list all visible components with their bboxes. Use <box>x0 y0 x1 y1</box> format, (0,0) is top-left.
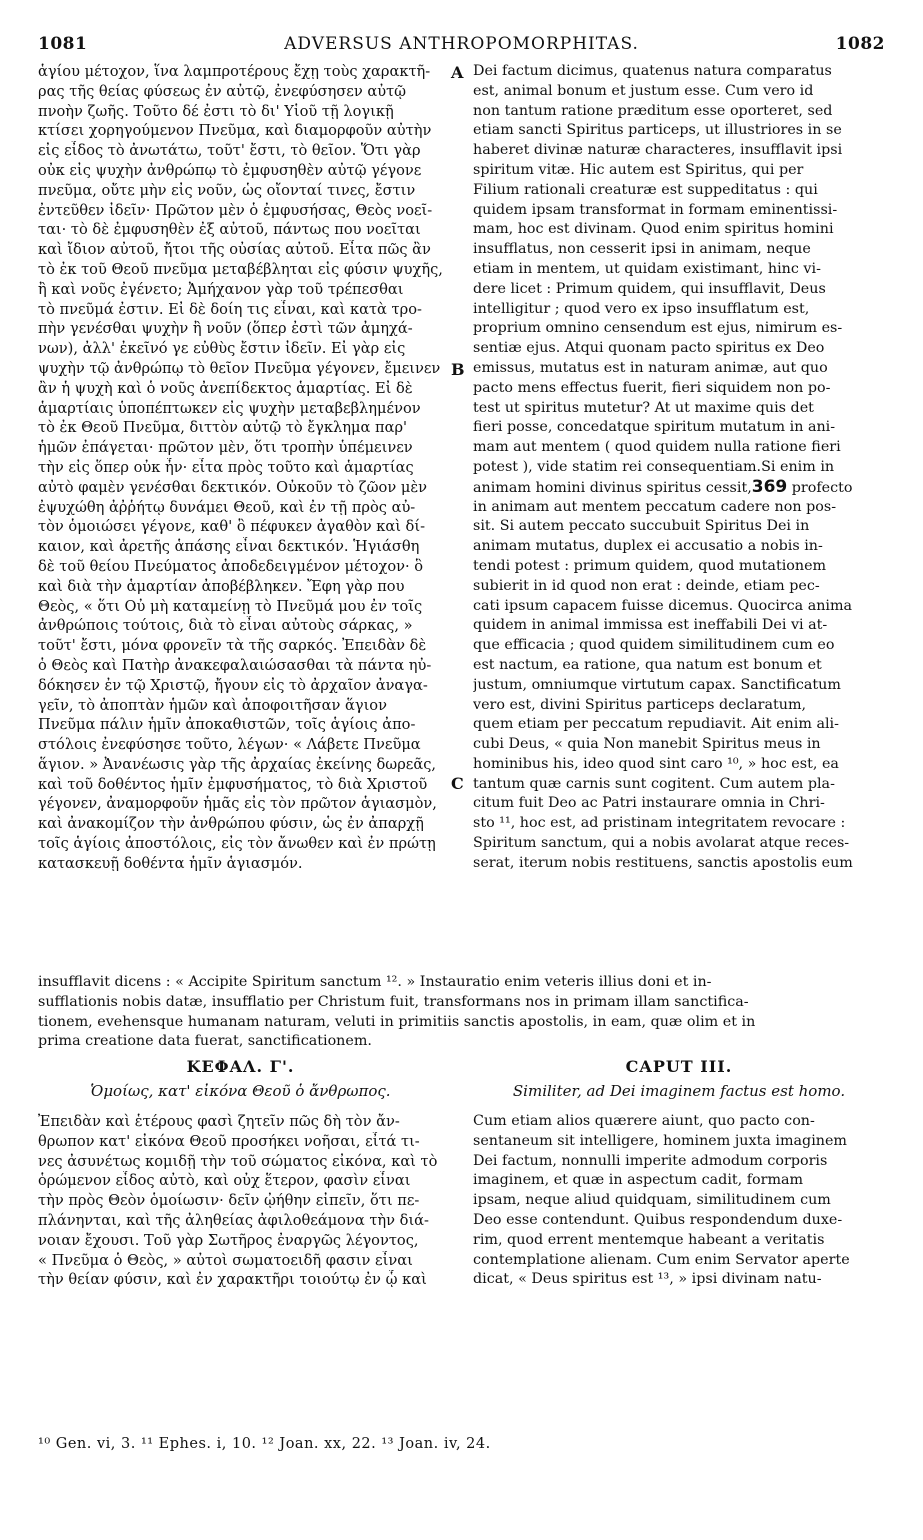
greek-text-line: γεῖν, τὸ ἀποπτὰν ἡμῶν καὶ ἀποφοιτῆσαν ἅγιον <box>38 696 387 714</box>
latin-text-line: contemplatione alienam. Cum enim Servator aperte <box>473 1251 850 1268</box>
latin-text-line: imaginem, et quæ in aspectum cadit, formam <box>473 1172 804 1189</box>
latin-text-line: dicat, « Deus spiritus est ¹³, » ipsi divinam natu- <box>473 1271 822 1288</box>
greek-text-line: πλάνηνται, καὶ τῆς ἀληθείας ἀφιλοθεάμονα τὴν διά- <box>38 1211 429 1229</box>
greek-text-line: οὐκ εἰς ψυχὴν ἀνθρώπῳ τὸ ἐμφυσηθὲν αὐτῷ γέγονε <box>38 161 422 179</box>
running-title: ADVERSUS ANTHROPOMORPHITAS. <box>284 34 639 54</box>
greek-text-line: ται· τὸ δὲ ἐμφυσηθὲν ἐξ αὐτοῦ, πάντως που νοεῖται <box>38 221 421 239</box>
latin-text-line: tionem, evehensque humanam naturam, veluti in primitiis sanctis apostolis, in eam, quæ olim et in <box>38 1013 756 1030</box>
text-run: profecto <box>787 479 853 496</box>
latin-text-line: intelligitur ; quod vero ex ipso insufflatum est, <box>473 300 810 317</box>
latin-text-line: subierit in id quod non erat : deinde, etiam pec- <box>473 577 820 594</box>
latin-text-line: prima creatione data fuerat, sanctificationem. <box>38 1033 372 1050</box>
latin-text-line: quidem in animal immissa est ineffabili Dei vi at- <box>473 617 828 634</box>
greek-text-line: ἂν ἡ ψυχὴ καὶ ὁ νοῦς ἀνεπίδεκτος ἁμαρτίας. Εἰ δὲ <box>38 379 413 397</box>
latin-text-line: est nactum, ea ratione, qua natum est bonum et <box>473 656 822 673</box>
latin-text-line: sto ¹¹, hoc est, ad pristinam integritatem revocare : <box>473 815 846 832</box>
greek-text-line: ἡμῶν ἐπάγεται· πρῶτον μὲν, ὅτι τροπὴν ὑπέμεινεν <box>38 439 413 457</box>
greek-text-line: κατασκευῇ δοθέντα ἡμῖν ἁγιασμόν. <box>38 854 303 872</box>
margin-letter-c: C <box>451 774 464 793</box>
latin-text-line: ipsam, neque aliud quidquam, similitudinem cum <box>473 1192 831 1209</box>
latin-text-line: Dei factum dicimus, quatenus natura comparatus <box>473 63 832 79</box>
latin-chapter-subtitle: Similiter, ad Dei imaginem factus est homo. <box>512 1082 846 1100</box>
page-number-right: 1082 <box>835 34 885 54</box>
latin-text-line: emissus, mutatus est in naturam animæ, aut quo <box>473 359 828 376</box>
latin-text-line: animam mutatus, duplex ei accusatio a nobis in- <box>473 538 823 555</box>
greek-text-line: νοιαν ἔχουσι. Τοῦ γὰρ Σωτῆρος ἐναργῶς λέγοντος, <box>38 1231 419 1249</box>
latin-text-line: etiam sancti Spiritus particeps, ut illustriores in se <box>473 122 842 139</box>
greek-chapter-heading: ΚΕΦΑΛ. Γ'. <box>186 1057 295 1076</box>
greek-column-bottom <box>38 1112 443 1290</box>
greek-text-line: καὶ ἀνακομίζον τὴν ἀνθρώπου φύσιν, ὡς ἐν ἀπαρχῇ <box>38 815 424 833</box>
latin-text-line: fieri posse, concedatque spiritum mutatum in ani- <box>473 419 836 436</box>
latin-text-line: tendi potest : primum quidem, quod mutationem <box>473 557 827 574</box>
latin-text-line: Filium rationali creaturæ est suppeditatus : qui <box>473 181 818 198</box>
latin-text-line: potest ), vide statim rei consequentiam.Si enim in <box>473 458 835 475</box>
latin-text-line: sit. Si autem peccato succubuit Spiritus Dei in <box>473 518 810 535</box>
greek-text-line: ἀνθρώποις τούτοις, διὰ τὸ εἶναι αὐτοὺς σάρκας, » <box>38 617 413 635</box>
greek-text-line: ψυχὴν τῷ ἀνθρώπῳ τὸ θεῖον Πνεῦμα γέγονεν, ἔμεινεν <box>38 359 441 377</box>
latin-text-line: cati ipsum capacem fuisse dicemus. Quocirca anima <box>473 597 853 614</box>
greek-text-line: ἢ καὶ νοῦς ἐγένετο; Ἀμήχανον γὰρ τοῦ τρέπεσθαι <box>38 280 404 298</box>
latin-text-line: dere licet : Primum quidem, qui insufflavit, Deus <box>473 280 826 297</box>
greek-text-line: γέγονεν, ἀναμορφοῦν ἡμᾶς εἰς τὸν πρῶτον ἁγιασμὸν, <box>38 795 437 813</box>
greek-text-line: τὸ ἐκ τοῦ Θεοῦ πνεῦμα μεταβέβληται εἰς φύσιν ψυχῆς, <box>38 260 443 278</box>
page-number-left: 1081 <box>38 34 88 54</box>
greek-text-line: δὲ τοῦ θείου Πνεύματος ἀποδεδειγμένον μέτοχον· ὃ <box>38 557 424 575</box>
text-run: animam homini divinus spiritus cessit, <box>473 479 752 496</box>
greek-column-top <box>38 62 443 874</box>
latin-text-line: citum fuit Deo ac Patri instaurare omnia in Chri- <box>473 795 825 812</box>
latin-text-line: tantum quæ carnis sunt cogitent. Cum autem pla- <box>473 775 835 792</box>
latin-text-line: vero est, divini Spiritus particeps declaratum, <box>473 696 807 713</box>
greek-text-line: ρας τῆς θείας φύσεως ἐν αὐτῷ, ἐνεφύσησεν αὐτῷ <box>38 82 407 100</box>
latin-text-line: in animam aut mentem peccatum cadere non pos- <box>473 498 837 515</box>
latin-text-line: est, animal bonum et justum esse. Cum vero id <box>473 82 814 99</box>
full-width-paragraph <box>38 973 888 1052</box>
column-number-marker: 369 <box>751 477 788 497</box>
greek-text-line: τὸ πνεῦμά ἐστιν. Εἰ δὲ δοίη τις εἶναι, καὶ κατὰ τρο- <box>38 300 422 318</box>
greek-text-line: ὁρώμενον εἶδος αὐτὸ, καὶ οὐχ ἕτερον, φασὶν εἶναι <box>38 1172 411 1190</box>
latin-text-line: insufflavit dicens : « Accipite Spiritum sanctum ¹². » Instauratio enim veteris illius doni et in- <box>38 974 712 990</box>
latin-text-line: pacto mens effectus fuerit, fieri siquidem non po- <box>473 379 831 396</box>
latin-text-line: haberet divinæ naturæ characteres, insufflavit ipsi <box>473 142 843 159</box>
greek-text-line: τοῖς ἁγίοις ἀποστόλοις, εἰς τὸν ἄνωθεν καὶ ἐν πρώτῃ <box>38 835 436 853</box>
greek-text-line: Πνεῦμα πάλιν ἡμῖν ἀποκαθιστῶν, τοῖς ἁγίοις ἀπο- <box>38 716 416 734</box>
latin-text-line: test ut spiritus mutetur? At ut maxime quis det <box>473 399 814 416</box>
greek-text-line: τὴν θείαν φύσιν, καὶ ἐν χαρακτῆρι τοιούτῳ ἐν ᾧ καὶ <box>38 1271 427 1289</box>
latin-text-line: sufflationis nobis datæ, insufflatio per Christum fuit, transformans nos in primam illam sanctifica- <box>38 993 749 1010</box>
latin-text-line: Spiritum sanctum, qui a nobis avolarat atque reces- <box>473 835 850 852</box>
greek-text-line: « Πνεῦμα ὁ Θεὸς, » αὐτοὶ σωματοειδῆ φασιν εἶναι <box>38 1251 413 1269</box>
latin-text-line: quidem ipsam transformat in formam eminentissi- <box>473 201 838 218</box>
latin-text-line: Cum etiam alios quærere aiunt, quo pacto con- <box>473 1113 815 1129</box>
greek-text-line: καὶ ἴδιον αὐτοῦ, ἤτοι τῆς οὐσίας αὐτοῦ. Εἶτα πῶς ἂν <box>38 241 431 259</box>
latin-text-line: proprium omnino censendum est ejus, nimirum es- <box>473 320 843 337</box>
latin-column-bottom <box>473 1112 885 1290</box>
latin-text-line: insufflatus, non cesserit ipsi in animam, neque <box>473 241 811 258</box>
greek-text-line: δόκησεν ἐν τῷ Χριστῷ, ἤγουν εἰς τὸ ἀρχαῖον ἀναγα- <box>38 676 428 694</box>
latin-text-line: sentaneum sit intelligere, hominem juxta imaginem <box>473 1132 847 1149</box>
latin-text-line: justum, omniumque virtutum capax. Sanctificatum <box>473 676 841 693</box>
greek-text-line: αὐτὸ φαμὲν γενέσθαι δεκτικόν. Οὐκοῦν τὸ ζῶον μὲν <box>38 478 428 496</box>
greek-text-line: τὴν εἰς ὅπερ οὐκ ἦν· εἶτα πρὸς τοῦτο καὶ ἁμαρτίας <box>38 458 414 476</box>
greek-text-line: Ἐπειδὰν καὶ ἑτέρους φασὶ ζητεῖν πῶς δὴ τὸν ἄν- <box>38 1113 400 1130</box>
greek-text-line: τὴν πρὸς Θεὸν ὁμοίωσιν· δεῖν ᾠήθην εἰπεῖν, ὅτι πε- <box>38 1192 420 1210</box>
margin-letter-a: A <box>451 63 464 82</box>
greek-text-line: νων), ἀλλ' ἐκεῖνό γε εὐθὺς ἔστιν ἰδεῖν. Εἰ γὰρ εἰς <box>38 340 406 358</box>
latin-text-line: sentiæ ejus. Atqui quonam pacto spiritus ex Deo <box>473 340 825 357</box>
latin-text-line: etiam in mentem, ut quidam existimant, hinc vi- <box>473 260 821 277</box>
latin-text-line: Dei factum, nonnulli imperite admodum corporis <box>473 1152 828 1169</box>
latin-text-line: quem etiam per peccatum repudiavit. Ait enim ali- <box>473 716 839 733</box>
greek-text-line: πνεῦμα, οὔτε μὴν εἰς νοῦν, ὡς οἴονταί τινες, ἔστιν <box>38 181 416 199</box>
footnotes: ¹⁰ Gen. vi, 3. ¹¹ Ephes. i, 10. ¹² Joan. xx, 22. ¹³ Joan. iv, 24. <box>38 1436 491 1452</box>
greek-text-line: ἁγίου μέτοχον, ἵνα λαμπροτέρους ἔχῃ τοὺς χαρακτῆ- <box>38 63 431 80</box>
greek-text-line: εἰς εἶδος τὸ ἀνωτάτω, τοῦτ' ἔστι, τὸ θεῖον. Ὅτι γὰρ <box>38 142 421 160</box>
greek-text-line: καὶ διὰ τὴν ἁμαρτίαν ἀποβέβληκεν. Ἔφη γὰρ που <box>38 577 405 595</box>
latin-column-top <box>473 62 885 874</box>
latin-text-line: mam, hoc est divinam. Quod enim spiritus homini <box>473 221 834 238</box>
greek-text-line: ἐψυχώθη ἀῤῥήτῳ δυνάμει Θεοῦ, καὶ ἐν τῇ πρὸς αὐ- <box>38 498 416 516</box>
greek-text-line: ὁ Θεὸς καὶ Πατὴρ ἀνακεφαλαιώσασθαι τὰ πάντα ηὐ- <box>38 656 432 674</box>
latin-text-line: cubi Deus, « quia Non manebit Spiritus meus in <box>473 736 821 753</box>
greek-text-line: ἐντεῦθεν ἰδεῖν· Πρῶτον μὲν ὁ ἐμφυσήσας, Θεὸς νοεῖ- <box>38 201 433 219</box>
latin-text-line: serat, iterum nobis restituens, sanctis apostolis eum <box>473 854 853 871</box>
greek-text-line: Θεὸς, « ὅτι Οὐ μὴ καταμείνῃ τὸ Πνεῦμά μου ἐν τοῖς <box>38 597 423 615</box>
greek-text-line: τὸ ἐκ Θεοῦ Πνεῦμα, διττὸν αὐτῷ τὸ ἔγκλημα παρ' <box>38 419 408 437</box>
latin-text-line: Deo esse contendunt. Quibus respondendum duxe- <box>473 1211 843 1228</box>
greek-text-line: καὶ τοῦ δοθέντος ἡμῖν ἐμφυσήματος, τὸ διὰ Χριστοῦ <box>38 775 428 793</box>
greek-text-line: τὸν ὁμοιώσει γέγονε, καθ' ὃ πέφυκεν ἀγαθὸν καὶ δί- <box>38 518 425 536</box>
latin-chapter-heading: CAPUT III. <box>625 1057 733 1076</box>
greek-text-line: ἅγιον. » Ἀνανέωσις γὰρ τῆς ἀρχαίας ἐκείνης δωρεᾶς, <box>38 755 437 773</box>
margin-letter-b: B <box>451 360 465 379</box>
greek-text-line: κτίσει χορηγούμενον Πνεῦμα, καὶ διαμορφοῦν αὐτὴν <box>38 122 432 140</box>
greek-text-line: στόλοις ἐνεφύσησε τοῦτο, λέγων· « Λάβετε Πνεῦμα <box>38 736 421 754</box>
greek-text-line: τοῦτ' ἔστι, μόνα φρονεῖν τὰ τῆς σαρκός. Ἐπειδὰν δὲ <box>38 637 427 655</box>
latin-text-line: hominibus his, ideo quod sint caro ¹⁰, » hoc est, ea <box>473 755 839 772</box>
greek-chapter-subtitle: Ὁμοίως, κατ' εἰκόνα Θεοῦ ὁ ἄνθρωπος. <box>90 1082 391 1100</box>
latin-text-line: rim, quod errent mentemque habeant a veritatis <box>473 1231 825 1248</box>
greek-text-line: πνοὴν ζωῆς. Τοῦτο δέ ἐστι τὸ δι' Υἱοῦ τῇ λογικῇ <box>38 102 394 120</box>
greek-text-line: καιον, καὶ ἀρετῆς ἁπάσης εἶναι δεκτικόν. Ἡγιάσθη <box>38 538 420 556</box>
latin-text-line <box>473 478 885 498</box>
latin-text-line: mam aut mentem ( quod quidem nulla ratione fieri <box>473 439 841 456</box>
greek-text-line: ἁμαρτίαις ὑποπέπτωκεν εἰς ψυχὴν μεταβεβλημένον <box>38 399 421 417</box>
latin-text-line: que efficacia ; quod quidem similitudinem cum eo <box>473 637 835 654</box>
greek-text-line: νες ἀσυνέτως κομιδῇ τὴν τοῦ σώματος εἰκόνα, καὶ τὸ <box>38 1152 438 1170</box>
greek-text-line: θρωπον κατ' εἰκόνα Θεοῦ προσήκει νοῆσαι, εἶτά τι- <box>38 1132 420 1150</box>
greek-text-line: πὴν γενέσθαι ψυχὴν ἢ νοῦν (ὅπερ ἐστὶ τῶν ἀμηχά- <box>38 320 413 338</box>
latin-text-line: spiritum vitæ. Hic autem est Spiritus, qui per <box>473 161 804 178</box>
latin-text-line: non tantum ratione præditum esse oporteret, sed <box>473 102 833 119</box>
